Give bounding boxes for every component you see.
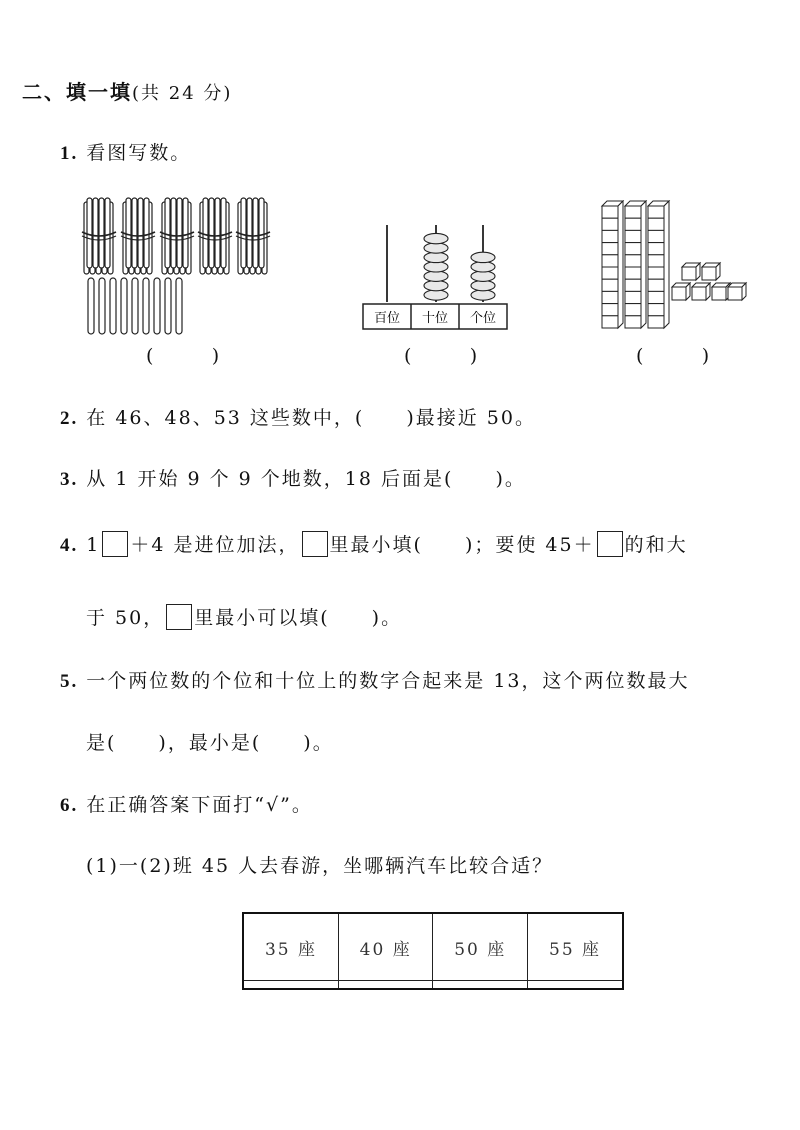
single-stick: [154, 278, 160, 334]
section-title: [22, 76, 232, 105]
table-header-cell: 35 座: [243, 913, 338, 981]
section-title-text: 二、填一填: [22, 80, 132, 104]
single-stick: [143, 278, 149, 334]
question-5-line-1: [60, 668, 690, 695]
stick-bundle: [121, 198, 155, 274]
ten-rod: [625, 201, 646, 328]
single-stick: [110, 278, 116, 334]
answer-box[interactable]: [302, 531, 328, 557]
stick-bundles: [82, 198, 270, 274]
abacus-bead: [471, 280, 495, 290]
question-4-line-1: [60, 531, 688, 559]
abacus-beads-tens: [424, 233, 448, 300]
q1-answer-blank-1[interactable]: ( ): [146, 345, 222, 367]
unit-cube: [728, 283, 746, 300]
single-sticks: [88, 278, 182, 334]
question-3-text-after: 。: [504, 468, 526, 490]
question-5-line-2-a: 是: [86, 732, 108, 754]
question-2: [60, 405, 536, 432]
question-4-part-5: 的和大: [624, 534, 688, 556]
table-header-cell: 55 座: [528, 913, 623, 981]
q1-answer-blank-3[interactable]: ( ): [636, 345, 712, 367]
question-4-part-3: 里最小填: [329, 534, 414, 556]
bus-seat-table: [242, 912, 624, 990]
abacus-bead: [471, 252, 495, 262]
question-5-text: 一个两位数的个位和十位上的数字合起来是 13，这个两位数最大: [86, 670, 690, 692]
question-4-part-4: ；要使 45＋: [474, 534, 595, 556]
question-4-part-1: 1: [86, 534, 101, 556]
question-4-number: 4.: [60, 535, 79, 556]
answer-cell[interactable]: [243, 981, 338, 989]
abacus-bead: [471, 290, 495, 300]
question-4-part-2: ＋4 是进位加法，: [130, 534, 300, 556]
question-5-line-2: [86, 730, 334, 756]
table-header-cell: 40 座: [338, 913, 433, 981]
unit-cube: [712, 283, 730, 300]
question-6-text: 在正确答案下面打“√”。: [86, 794, 313, 816]
abacus-bead: [424, 233, 448, 243]
question-6-sub-1-text: (1)一(2)班 45 人去春游，坐哪辆汽车比较合适？: [86, 855, 554, 877]
sticks-figure: [78, 192, 288, 337]
single-stick: [132, 278, 138, 334]
abacus-label-tens: 十位: [421, 311, 449, 326]
unit-cube: [702, 263, 720, 280]
question-3: [60, 466, 526, 493]
abacus-bead: [424, 262, 448, 272]
stick-bundle: [160, 198, 194, 274]
question-4-line-2: [86, 604, 402, 631]
question-6-number: 6.: [60, 795, 79, 816]
single-stick: [88, 278, 94, 334]
unit-cubes: [672, 263, 746, 300]
abacus-bead: [471, 271, 495, 281]
question-5-line-2-b: ，最小是: [167, 732, 252, 754]
single-stick: [121, 278, 127, 334]
answer-box[interactable]: [166, 604, 192, 630]
answer-cell[interactable]: [528, 981, 623, 989]
abacus-label-ones: 个位: [469, 311, 497, 326]
table-header-row: [243, 913, 623, 981]
unit-cube: [682, 263, 700, 280]
question-2-text-before: 在 46、48、53 这些数中，: [86, 407, 355, 429]
answer-box[interactable]: [102, 531, 128, 557]
abacus-bead: [424, 280, 448, 290]
abacus-figure: [360, 220, 510, 332]
question-3-text-before: 从 1 开始 9 个 9 个地数，18 后面是: [86, 468, 445, 490]
question-2-number: 2.: [60, 408, 79, 429]
question-6-sub-1: [86, 853, 553, 879]
single-stick: [165, 278, 171, 334]
unit-cube: [692, 283, 710, 300]
abacus-bead: [471, 262, 495, 272]
question-1-text: 看图写数。: [86, 142, 192, 164]
question-4-line-2-b: 里最小可以填: [194, 607, 321, 629]
question-4-blank-1[interactable]: ( ): [413, 534, 475, 556]
stick-bundle: [236, 198, 270, 274]
unit-cube: [672, 283, 690, 300]
question-5-number: 5.: [60, 671, 79, 692]
question-2-blank[interactable]: ( ): [354, 407, 416, 429]
question-5-blank-2[interactable]: ( ): [251, 732, 313, 754]
ten-rod: [602, 201, 623, 328]
answer-box[interactable]: [597, 531, 623, 557]
question-4-blank-2[interactable]: ( ): [320, 607, 382, 629]
question-3-blank[interactable]: ( ): [444, 468, 505, 490]
answer-cell[interactable]: [433, 981, 528, 989]
question-3-number: 3.: [60, 469, 79, 490]
abacus-bead: [424, 290, 448, 300]
question-6: [60, 792, 313, 819]
abacus-beads-ones: [471, 252, 495, 300]
ten-rods: [602, 201, 669, 328]
stick-bundle: [198, 198, 232, 274]
question-1: [60, 140, 191, 167]
table-header-cell: 50 座: [433, 913, 528, 981]
abacus-label-hundreds: 百位: [373, 311, 401, 326]
section-score: (共 24 分): [132, 83, 233, 104]
question-5-line-2-c: 。: [312, 732, 334, 754]
blocks-figure: [598, 200, 748, 332]
question-4-line-2-a: 于 50，: [86, 607, 165, 629]
answer-cell[interactable]: [338, 981, 433, 989]
table-answer-row: [243, 981, 623, 989]
single-stick: [176, 278, 182, 334]
q1-answer-blank-2[interactable]: ( ): [404, 345, 480, 367]
abacus-bead: [424, 252, 448, 262]
question-2-text-after: 最接近 50。: [415, 407, 536, 429]
question-1-number: 1.: [60, 143, 79, 164]
question-4-line-2-c: 。: [381, 607, 403, 629]
ten-rod: [648, 201, 669, 328]
single-stick: [99, 278, 105, 334]
question-5-blank-1[interactable]: ( ): [107, 732, 168, 754]
abacus-bead: [424, 243, 448, 253]
abacus-bead: [424, 271, 448, 281]
stick-bundle: [82, 198, 116, 274]
